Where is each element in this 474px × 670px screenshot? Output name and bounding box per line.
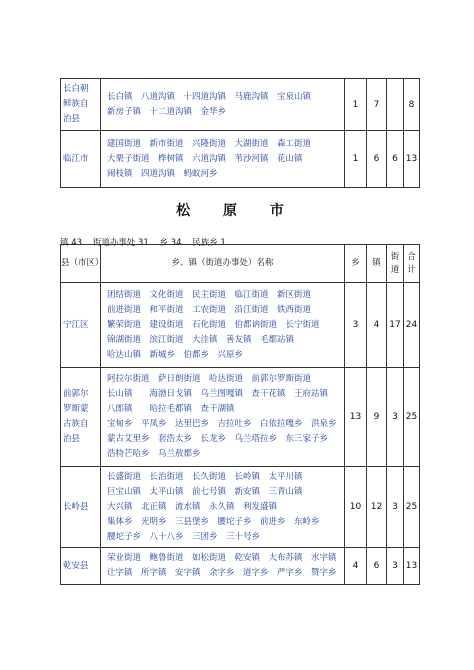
county-name-line: 罗斯蒙 bbox=[63, 404, 89, 414]
place-line: 蒙古艾里乡 套浩太乡 长龙乡 乌兰塔拉乡 东三家子乡 bbox=[107, 434, 329, 444]
county-name-line: 临江市 bbox=[63, 153, 89, 164]
place-list bbox=[101, 283, 345, 368]
place-line: 大兴镇 北正镇 流水镇 永久镇 利发盛镇 bbox=[107, 501, 278, 512]
count-total: 24 bbox=[404, 283, 420, 368]
top-table bbox=[60, 78, 420, 188]
count-town: 12 bbox=[367, 467, 387, 548]
county-name bbox=[61, 548, 101, 585]
place-line: 前进街道 和平街道 工农街道 沿江街道 铁西街道 bbox=[107, 304, 312, 315]
place-line: 建国街道 新市街道 兴隆街道 大湖街道 森工街道 bbox=[107, 138, 312, 149]
place-line: 让字镇 所字镇 安字镇 余字乡 道字乡 严字乡 赞字乡 bbox=[107, 568, 337, 578]
place-line: 团结街道 文化街道 民主街道 临江街道 新区街道 bbox=[107, 289, 312, 300]
county-name-line: 宁江区 bbox=[63, 319, 89, 330]
table-row bbox=[61, 283, 420, 368]
main-table bbox=[60, 244, 420, 585]
table-row bbox=[61, 368, 420, 467]
place-line: 宝甸乡 平凤乡 达里巴乡 吉拉吐乡 白依拉嘎乡 洪泉乡 bbox=[107, 419, 337, 429]
count-street: 6 bbox=[387, 131, 404, 188]
header-town: 镇 bbox=[367, 245, 387, 283]
count-town: 4 bbox=[367, 283, 387, 368]
summary-townships: 乡 34 bbox=[159, 238, 182, 248]
count-town: 6 bbox=[367, 131, 387, 188]
county-name bbox=[61, 79, 101, 131]
place-list bbox=[101, 368, 345, 467]
place-line: 新房子镇 十二道沟镇 金华乡 bbox=[107, 106, 227, 117]
header-county: 县（市区） bbox=[61, 245, 101, 283]
place-line: 八郎镇 哈拉毛都镇 查干湖镇 bbox=[107, 404, 235, 414]
place-line: 哈达山镇 新城乡 伯都乡 兴原乡 bbox=[107, 349, 244, 360]
county-name-line: 鲜族自 bbox=[63, 99, 89, 109]
county-name-line: 古族自 bbox=[63, 419, 89, 429]
count-street: 17 bbox=[387, 283, 404, 368]
place-line: 荣业街道 鲍鲁街道 如松街道 乾安镇 大布苏镇 水字镇 bbox=[107, 553, 337, 563]
header-street: 街道 bbox=[387, 245, 404, 283]
summary-towns: 镇 43 bbox=[60, 238, 83, 248]
section-title: 松 原 市 bbox=[176, 203, 298, 219]
place-line: 腰坨子乡 八十八乡 三团乡 三十号乡 bbox=[107, 531, 261, 542]
table-row bbox=[61, 79, 420, 131]
place-list bbox=[101, 467, 345, 548]
place-line: 长山镇 海渤日戈镇 乌兰图嘎镇 查干花镇 王府站镇 bbox=[107, 389, 329, 399]
place-line: 浩特芒哈乡 乌兰敖都乡 bbox=[107, 449, 201, 459]
place-line: 闹枝镇 四道沟镇 蚂蚁河乡 bbox=[107, 168, 218, 179]
summary-ethnic-townships: 民族乡 1 bbox=[192, 238, 226, 248]
count-total: 8 bbox=[404, 79, 420, 131]
county-name-line: 治县 bbox=[63, 114, 81, 124]
county-name bbox=[61, 467, 101, 548]
place-line: 长白镇 八道沟镇 十四道沟镇 马鹿沟镇 宝泉山镇 bbox=[107, 91, 312, 102]
table-row bbox=[61, 548, 420, 585]
header-places: 乡、镇（街道办事处）名称 bbox=[101, 245, 345, 283]
county-name bbox=[61, 283, 101, 368]
county-name-line: 长岭县 bbox=[63, 501, 89, 512]
count-total: 25 bbox=[404, 368, 420, 467]
main-table-body bbox=[61, 283, 420, 585]
county-name bbox=[61, 368, 101, 467]
count-town: 6 bbox=[367, 548, 387, 585]
place-line: 繁荣街道 建设街道 石化街道 伯都讷街道 长宁街道 bbox=[107, 319, 320, 330]
count-township: 3 bbox=[345, 283, 367, 368]
count-total: 13 bbox=[404, 131, 420, 188]
place-list bbox=[101, 79, 345, 131]
count-township: 13 bbox=[345, 368, 367, 467]
count-street: 3 bbox=[387, 368, 404, 467]
county-name-line: 前郭尔 bbox=[63, 389, 89, 399]
county-name-line: 治县 bbox=[63, 434, 81, 444]
count-street bbox=[387, 79, 404, 131]
place-line: 长盛街道 长治街道 长久街道 长岭镇 太平川镇 bbox=[107, 471, 303, 482]
summary-streets: 街道办事处 31 bbox=[92, 238, 149, 248]
county-name bbox=[61, 131, 101, 188]
count-street: 3 bbox=[387, 548, 404, 585]
table-row bbox=[61, 131, 420, 188]
place-line: 集体乡 光明乡 三县堡乡 腰坨子乡 前进乡 东岭乡 bbox=[107, 516, 320, 527]
count-total: 25 bbox=[404, 467, 420, 548]
county-name-line: 乾安县 bbox=[63, 560, 89, 571]
count-township: 4 bbox=[345, 548, 367, 585]
place-line: 大栗子街道 桦树镇 六道沟镇 苇沙河镇 花山镇 bbox=[107, 153, 303, 164]
count-street: 3 bbox=[387, 467, 404, 548]
place-list bbox=[101, 131, 345, 188]
county-name-line: 长白朝 bbox=[63, 84, 89, 94]
top-table-body bbox=[61, 79, 420, 188]
header-row bbox=[61, 245, 420, 283]
count-township: 1 bbox=[345, 79, 367, 131]
header-total: 合计 bbox=[404, 245, 420, 283]
count-town: 9 bbox=[367, 368, 387, 467]
count-township: 1 bbox=[345, 131, 367, 188]
count-total: 13 bbox=[404, 548, 420, 585]
place-line: 阿拉尔街道 萨日朗街道 哈达街道 前郭尔罗斯街道 bbox=[107, 374, 312, 384]
count-town: 7 bbox=[367, 79, 387, 131]
place-list bbox=[101, 548, 345, 585]
count-township: 10 bbox=[345, 467, 367, 548]
place-line: 锦湖街道 滨江街道 大洼镇 善友镇 毛都站镇 bbox=[107, 334, 295, 345]
header-township: 乡 bbox=[345, 245, 367, 283]
table-row bbox=[61, 467, 420, 548]
place-line: 巨宝山镇 太平山镇 前七号镇 新安镇 三青山镇 bbox=[107, 486, 303, 497]
